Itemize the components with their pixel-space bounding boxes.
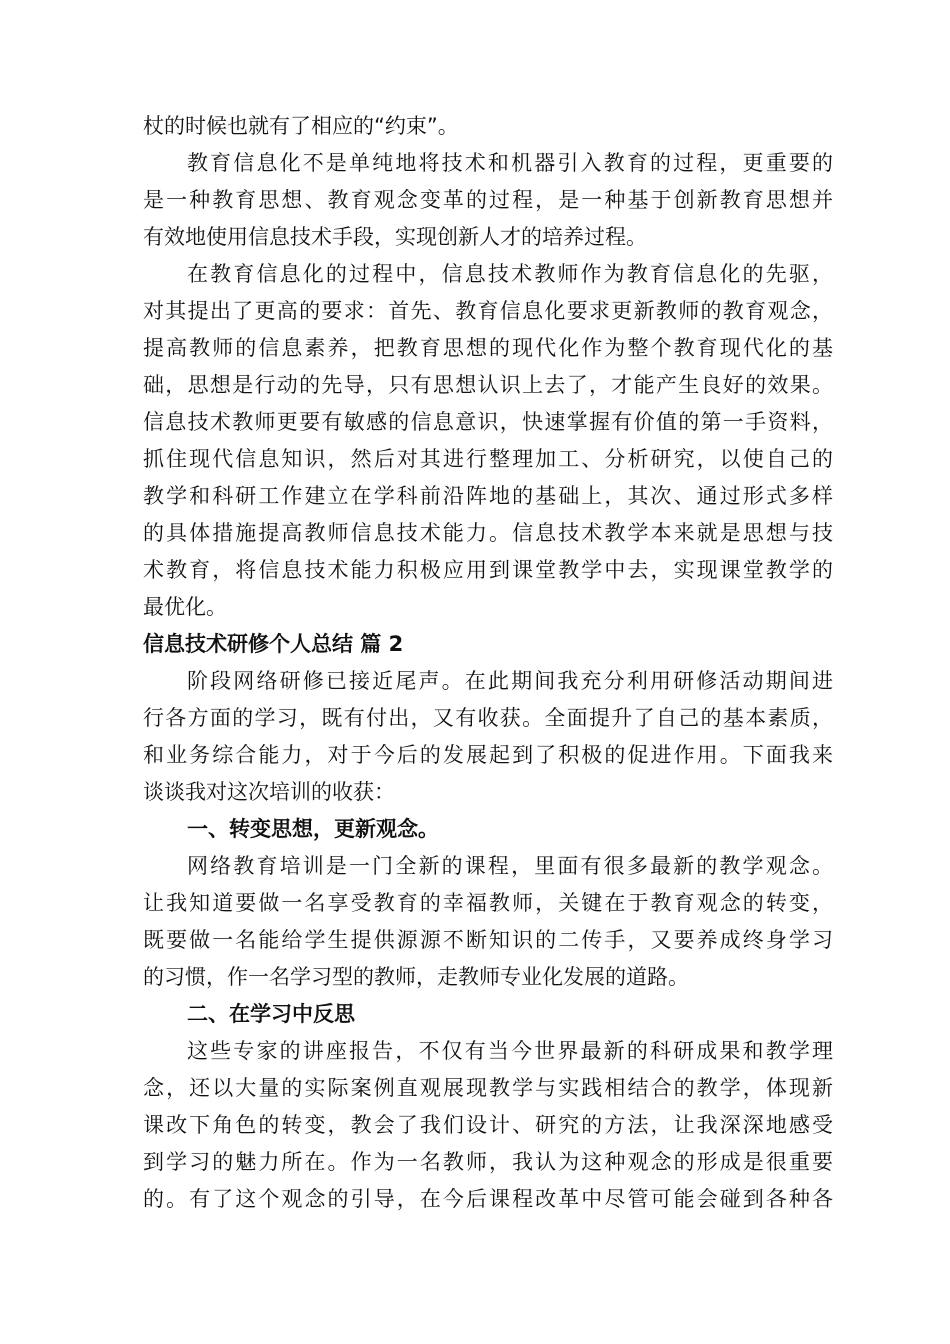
section-heading: 二、在学习中反思 xyxy=(187,1002,355,1026)
text-line: 到学习的魅力所在。作为一名教师，我认为这种观念的形成是很重要 xyxy=(143,1150,833,1174)
text-line: 杖的时候也就有了相应的“约束”。 xyxy=(143,114,459,138)
text-line: 术教育，将信息技术能力积极应用到课堂教学中去，实现课堂教学的 xyxy=(143,558,833,582)
text-line: 这些专家的讲座报告，不仅有当今世界最新的科研成果和教学理 xyxy=(187,1039,833,1063)
text-line: 在教育信息化的过程中，信息技术教师作为教育信息化的先驱， xyxy=(187,262,833,286)
text-line: 信息技术教师更要有敏感的信息意识，快速掌握有价值的第一手资料， xyxy=(143,410,833,434)
text-line: 让我知道要做一名享受教育的幸福教师，关键在于教育观念的转变， xyxy=(143,891,833,915)
text-line: 最优化。 xyxy=(143,595,227,619)
text-line: 念，还以大量的实际案例直观展现教学与实践相结合的教学，体现新 xyxy=(143,1076,833,1100)
text-line: 对其提出了更高的要求：首先、教育信息化要求更新教师的教育观念， xyxy=(143,299,833,323)
text-line: 提高教师的信息素养，把教育思想的现代化作为整个教育现代化的基 xyxy=(143,336,833,360)
text-line: 有效地使用信息技术手段，实现创新人才的培养过程。 xyxy=(143,225,647,249)
text-line: 教学和科研工作建立在学科前沿阵地的基础上，其次、通过形式多样 xyxy=(143,484,833,508)
text-line: 的具体措施提高教师信息技术能力。信息技术教学本来就是思想与技 xyxy=(143,521,833,545)
text-line: 础，思想是行动的先导，只有思想认识上去了，才能产生良好的效果。 xyxy=(143,373,833,397)
section-heading: 信息技术研修个人总结 篇 2 xyxy=(143,632,404,656)
text-line: 行各方面的学习，既有付出，又有收获。全面提升了自己的基本素质， xyxy=(143,706,833,730)
text-line: 阶段网络研修已接近尾声。在此期间我充分利用研修活动期间进 xyxy=(187,669,833,693)
document-body xyxy=(143,108,833,1218)
text-line: 既要做一名能给学生提供源源不断知识的二传手，又要养成终身学习 xyxy=(143,928,833,952)
text-line: 和业务综合能力，对于今后的发展起到了积极的促进作用。下面我来 xyxy=(143,743,833,767)
section-heading: 一、转变思想，更新观念。 xyxy=(187,817,439,841)
text-line: 课改下角色的转变，教会了我们设计、研究的方法，让我深深地感受 xyxy=(143,1113,833,1137)
text-line: 的。有了这个观念的引导，在今后课程改革中尽管可能会碰到各种各 xyxy=(143,1187,833,1211)
text-line: 教育信息化不是单纯地将技术和机器引入教育的过程，更重要的 xyxy=(187,151,833,175)
text-line: 的习惯，作一名学习型的教师，走教师专业化发展的道路。 xyxy=(143,965,689,989)
text-line: 抓住现代信息知识，然后对其进行整理加工、分析研究，以使自己的 xyxy=(143,447,833,471)
text-line: 谈谈我对这次培训的收获： xyxy=(143,780,395,804)
text-line: 网络教育培训是一门全新的课程，里面有很多最新的教学观念。 xyxy=(187,854,833,878)
text-line: 是一种教育思想、教育观念变革的过程，是一种基于创新教育思想并 xyxy=(143,188,833,212)
